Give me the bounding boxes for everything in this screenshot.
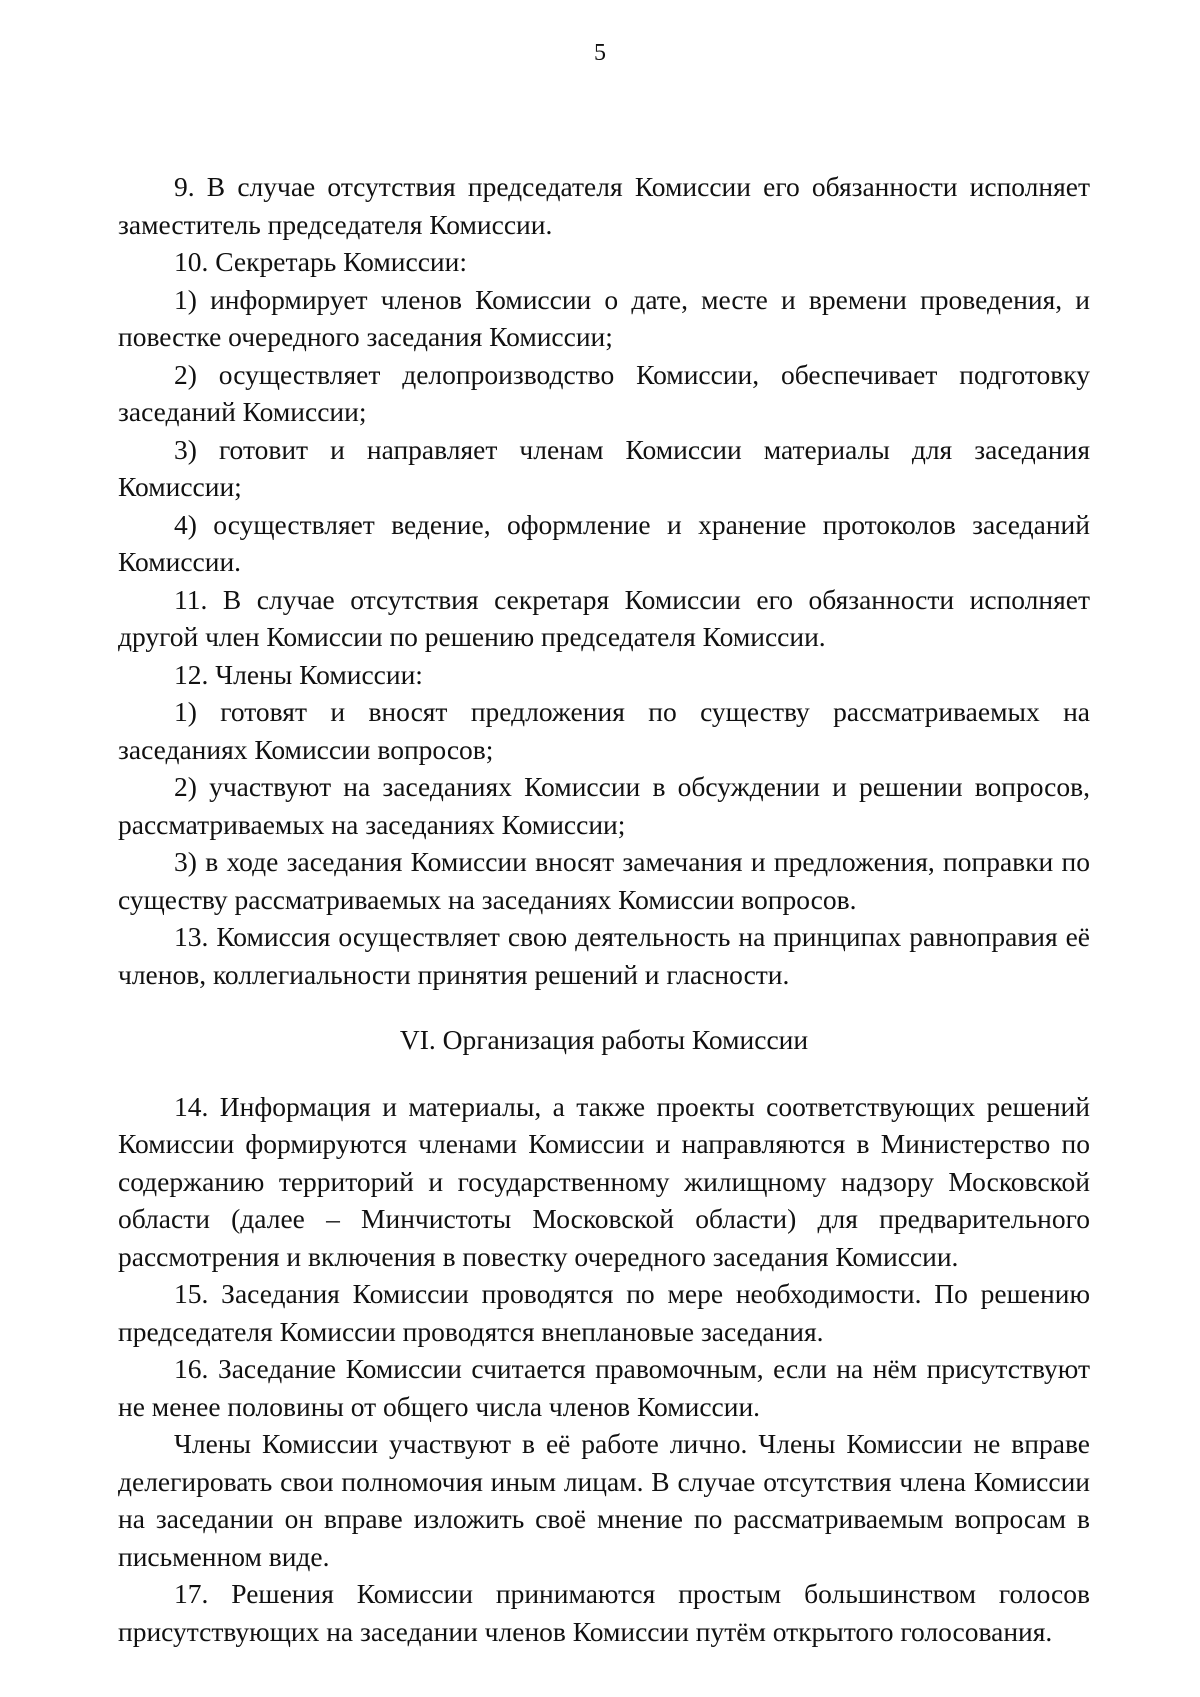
paragraph-12-item-2: 2) участвуют на заседаниях Комиссии в обсуждении и решении вопросов, рассматриваемых на заседаниях Комиссии;	[118, 771, 1090, 840]
paragraph-12: 12. Члены Комиссии:	[174, 658, 423, 690]
paragraph-9: 9. В случае отсутствия председателя Комиссии его обязанности исполняет заместитель председателя Комиссии.	[118, 171, 1090, 240]
document-body	[118, 168, 1090, 1650]
paragraph-10-item-2: 2) осуществляет делопроизводство Комиссии, обеспечивает подготовку заседаний Комиссии;	[118, 358, 1090, 427]
paragraph-15: 15. Заседания Комиссии проводятся по мере необходимости. По решению председателя Комиссии проводятся внеплановые заседания.	[118, 1278, 1090, 1347]
section-heading: VI. Организация работы Комиссии	[399, 1024, 809, 1055]
paragraph-16-continued: Члены Комиссии участвуют в её работе лично. Члены Комиссии не вправе делегировать свои полномочия иным лицам. В случае отсутствия члена Комиссии на заседании он вправе изложить своё мнение по рассматриваемым вопросам в письменном виде.	[118, 1428, 1090, 1572]
paragraph-12-item-3: 3) в ходе заседания Комиссии вносят замечания и предложения, поправки по существу рассматриваемых на заседаниях Комиссии вопросов.	[118, 846, 1090, 915]
paragraph-10-item-4: 4) осуществляет ведение, оформление и хранение протоколов заседаний Комиссии.	[118, 508, 1090, 577]
paragraph-13: 13. Комиссия осуществляет свою деятельность на принципах равноправия её членов, коллегиальности принятия решений и гласности.	[118, 921, 1090, 990]
paragraph-16: 16. Заседание Комиссии считается правомочным, если на нём присутствуют не менее половины от общего числа членов Комиссии.	[118, 1353, 1090, 1422]
paragraph-17: 17. Решения Комиссии принимаются простым большинством голосов присутствующих на заседании членов Комиссии путём открытого голосования.	[118, 1578, 1090, 1647]
paragraph-10-item-1: 1) информирует членов Комиссии о дате, месте и времени проведения, и повестке очередного заседания Комиссии;	[118, 283, 1090, 352]
paragraph-10-item-3: 3) готовит и направляет членам Комиссии материалы для заседания Комиссии;	[118, 433, 1090, 502]
paragraph-12-item-1: 1) готовят и вносят предложения по существу рассматриваемых на заседаниях Комиссии вопросов;	[118, 696, 1090, 765]
paragraph-14: 14. Информация и материалы, а также проекты соответствующих решений Комиссии формируются членами Комиссии и направляются в Министерство по содержанию территорий и государственному жилищному надзору Московской области (далее – Минчистоты Московской области) для предварительного рассмотрения и включения в повестку очередного заседания Комиссии.	[118, 1090, 1090, 1272]
paragraph-11: 11. В случае отсутствия секретаря Комиссии его обязанности исполняет другой член Комиссии по решению председателя Комиссии.	[118, 583, 1090, 652]
paragraph-10: 10. Секретарь Комиссии:	[174, 246, 467, 277]
page-number: 5	[594, 40, 606, 66]
